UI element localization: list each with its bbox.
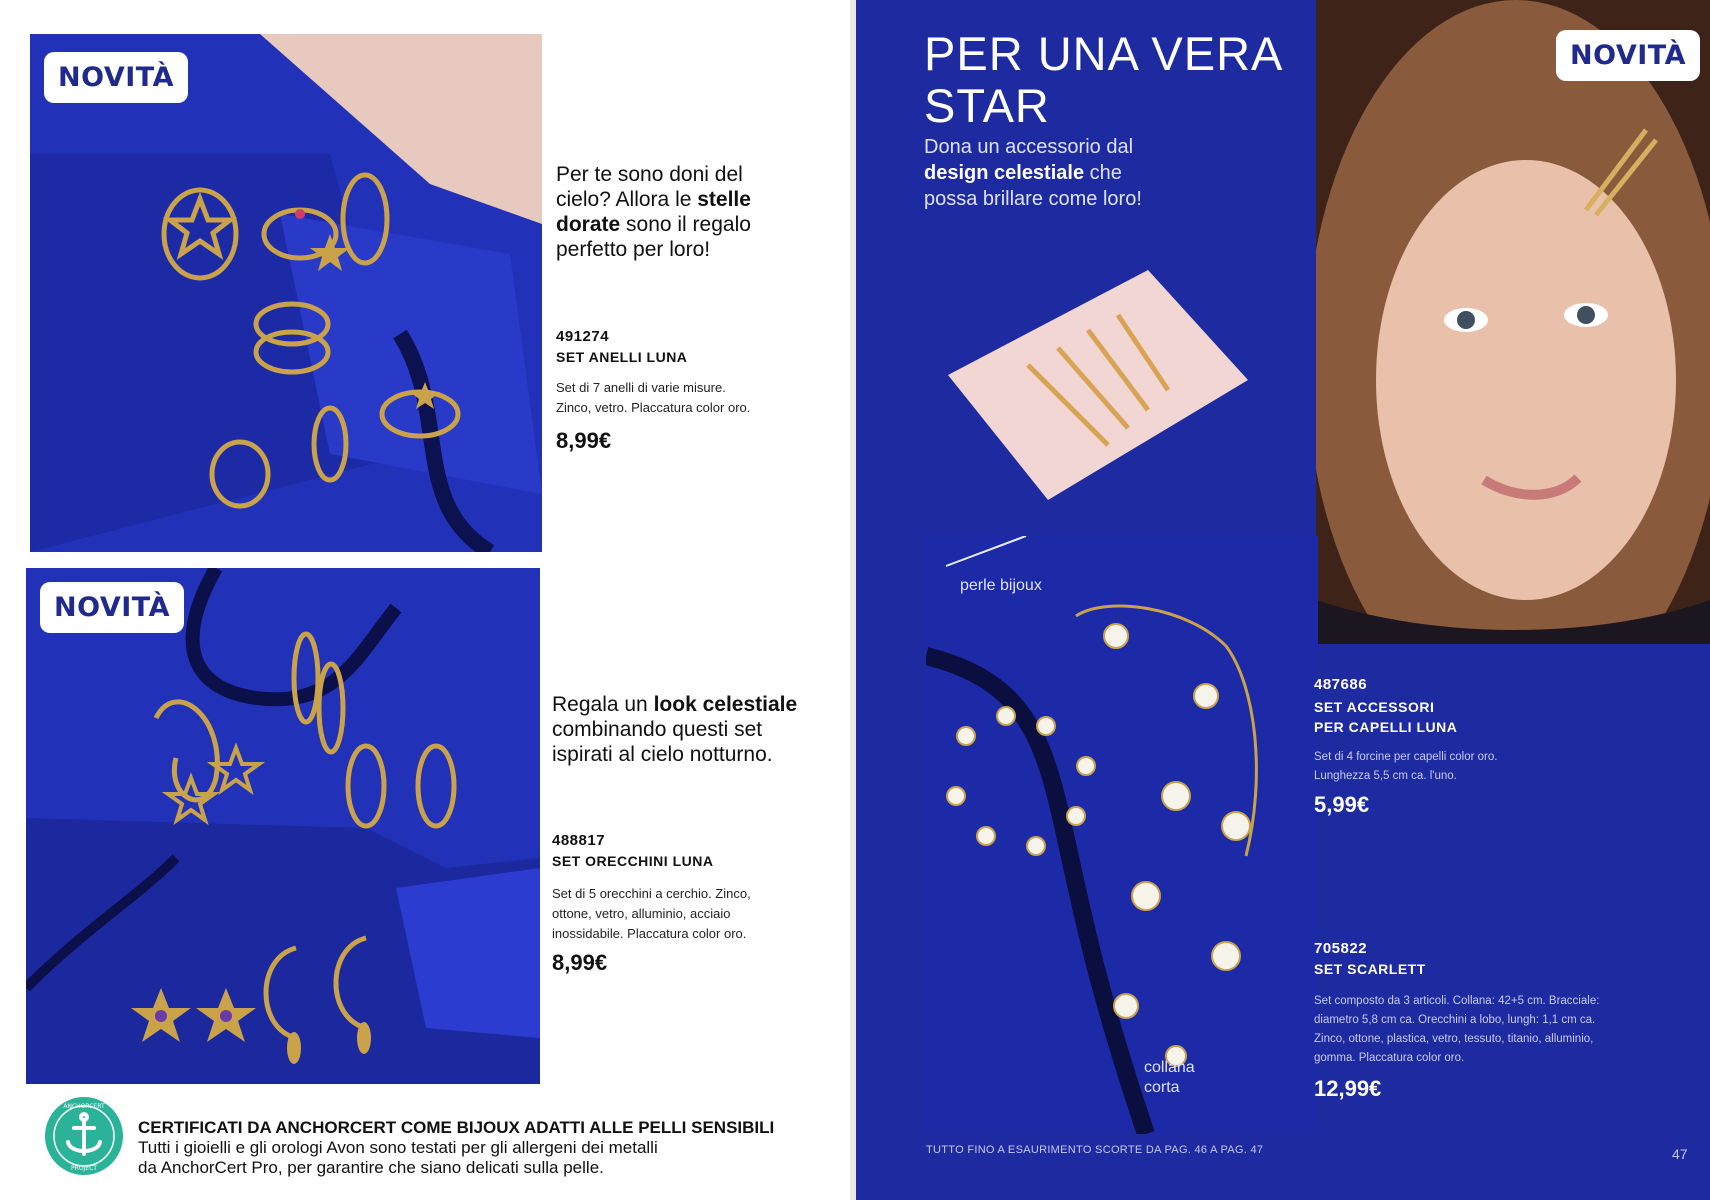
product3-description [1314, 748, 1497, 786]
earrings-photo [26, 568, 540, 1084]
product1-blurb [556, 162, 796, 262]
desc-line: Zinco, vetro. Placcatura color oro. [556, 400, 751, 415]
product1-price: 8,99€ [556, 428, 612, 453]
product1-name: SET ANELLI LUNA [556, 349, 688, 365]
blurb-text: Per te sono doni del cielo? Allora le [556, 163, 743, 211]
product2-name: SET ORECCHINI LUNA [552, 853, 714, 869]
product1-description [556, 378, 750, 418]
desc-line: inossidabile. Placcatura color oro. [552, 926, 747, 941]
cert-text [138, 1138, 658, 1178]
product3-price: 5,99€ [1314, 792, 1370, 817]
anchorcert-logo [44, 1096, 124, 1176]
desc-line: Zinco, ottone, plastica, vetro, tessuto, titanio, alluminio, [1314, 1033, 1594, 1045]
cert-line: da AnchorCert Pro, per garantire che siano delicati sulla pelle. [138, 1158, 604, 1177]
product2-description [552, 884, 751, 944]
logo-bottom-text: PROJECT [71, 1165, 97, 1172]
label-line: collana [1144, 1059, 1195, 1076]
model-photo [1316, 0, 1710, 644]
name-line: PER CAPELLI LUNA [1314, 719, 1458, 735]
novita-badge: NOVITÀ [1556, 30, 1700, 81]
desc-line: Set di 4 forcine per capelli color oro. [1314, 751, 1498, 763]
sub-line: Dona un accessorio dal [924, 136, 1134, 158]
label-line: corta [1144, 1079, 1180, 1096]
rings-photo [30, 34, 542, 552]
sub-line: possa brillare come loro! [924, 188, 1142, 210]
sub-line: che [1084, 162, 1122, 184]
collana-corta-label [1144, 1058, 1195, 1098]
headline-line: PER UNA VERA [924, 27, 1284, 80]
blurb-bold: stelle dorate [556, 188, 751, 236]
cert-line: Tutti i gioielli e gli orologi Avon sono testati per gli allergeni dei metalli [138, 1138, 658, 1157]
page-number: 47 [1672, 1146, 1688, 1162]
desc-line: gomma. Placcatura color oro. [1314, 1052, 1465, 1064]
desc-line: Set composto da 3 articoli. Collana: 42+5 cm. Bracciale: [1314, 995, 1600, 1007]
product4-name: SET SCARLETT [1314, 961, 1426, 977]
novita-badge: NOVITÀ [44, 52, 188, 103]
headline-line: STAR [924, 79, 1050, 132]
product1-code: 491274 [556, 328, 610, 345]
headline [924, 28, 1283, 132]
desc-line: ottone, vetro, alluminio, acciaio [552, 906, 731, 921]
model-illustration [1316, 0, 1710, 644]
desc-line: diametro 5,8 cm ca. Orecchini a lobo, lungh: 1,1 cm ca. [1314, 1014, 1596, 1026]
product3-code: 487686 [1314, 676, 1368, 693]
product3-name [1314, 697, 1457, 737]
cert-title: CERTIFICATI DA ANCHORCERT COME BIJOUX ADATTI ALLE PELLI SENSIBILI [138, 1118, 775, 1137]
desc-line: Set di 7 anelli di varie misure. [556, 380, 726, 395]
hairpin-card [948, 270, 1268, 510]
blurb-bold: look celestiale [653, 693, 798, 716]
necklace-illustration [926, 536, 1318, 1134]
right-page [856, 0, 1710, 1200]
logo-top-text: ANCHORCERT [63, 1103, 105, 1110]
novita-badge: NOVITÀ [40, 582, 184, 633]
rings-illustration [30, 34, 542, 552]
desc-line: Set di 5 orecchini a cerchio. Zinco, [552, 886, 751, 901]
blurb-text: combinando questi set ispirati al cielo notturno. [552, 718, 773, 766]
product2-blurb [552, 692, 802, 767]
product2-price: 8,99€ [552, 950, 608, 975]
product4-code: 705822 [1314, 940, 1368, 957]
name-line: SET ACCESSORI [1314, 699, 1435, 715]
product4-description [1314, 992, 1599, 1068]
perle-bijoux-label: perle bijoux [960, 577, 1042, 594]
product4-price: 12,99€ [1314, 1076, 1382, 1101]
earrings-illustration [26, 568, 540, 1084]
subheadline [924, 134, 1142, 212]
blurb-text: Regala un [552, 693, 654, 716]
necklace-photo [926, 536, 1318, 1134]
left-page [0, 0, 850, 1200]
blurb-text: sono il regalo perfetto per loro! [556, 213, 751, 261]
desc-line: Lunghezza 5,5 cm ca. l'uno. [1314, 770, 1457, 782]
footer-note: TUTTO FINO A ESAURIMENTO SCORTE DA PAG. 46 A PAG. 47 [926, 1144, 1264, 1156]
product2-code: 488817 [552, 832, 606, 849]
sub-bold: design celestiale [924, 162, 1085, 184]
